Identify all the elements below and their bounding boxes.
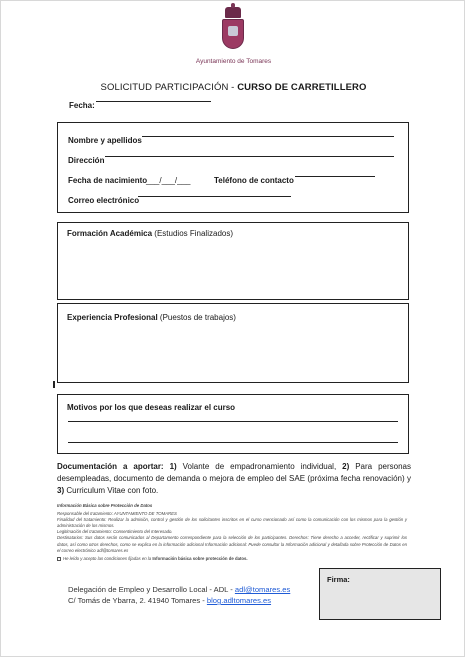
fecha-field[interactable] (96, 101, 211, 102)
direccion-label: Dirección (68, 156, 105, 165)
footer-line-1 (68, 584, 290, 595)
motivos-label: Motivos por los que deseas realizar el curso (67, 403, 236, 412)
fecha-label: Fecha: (69, 101, 95, 110)
direccion-field[interactable] (105, 156, 394, 157)
experiencia-box[interactable] (57, 303, 409, 383)
doc-item-3-text: Curriculum Vitae con foto. (64, 486, 159, 495)
telefono-field[interactable] (295, 176, 375, 177)
privacy-line: Destinatarios: Sus datos serán comunicados al Departamento correspondiente para la selección de los participantes. Derechos: Tiene derecho a acceder, rectificar y suprimir los datos, así como otros derechos, como se explica en la información adicional Información adicional: Puede consultar la Información adicional y detallada sobre Protección de Datos en el correo electrónico adl@tomares.es (57, 535, 407, 553)
documentation-paragraph (57, 461, 411, 497)
documentation-lead: Documentación a aportar: (57, 462, 170, 471)
experiencia-title: Experiencia Profesional (67, 313, 158, 322)
formacion-note: (Estudios Finalizados) (152, 229, 233, 238)
title-course: CURSO DE CARRETILLERO (237, 82, 367, 93)
signature-box[interactable] (319, 568, 441, 620)
crown-icon (225, 7, 241, 18)
consent-checkbox[interactable] (57, 557, 61, 561)
privacy-consent (57, 556, 407, 562)
nacimiento-label: Fecha de nacimiento (68, 176, 148, 185)
formacion-box[interactable] (57, 222, 409, 300)
formacion-title: Formación Académica (67, 229, 153, 238)
telefono-label: Teléfono de contacto (214, 176, 294, 185)
privacy-notice (57, 503, 407, 562)
doc-item-3-number: 3) (57, 486, 65, 495)
experiencia-note: (Puestos de trabajos) (157, 313, 236, 322)
nacimiento-field[interactable]: ___/___/___ (146, 176, 191, 185)
correo-label: Correo electrónico (68, 196, 140, 205)
doc-item-1-number: 1) (169, 462, 177, 471)
doc-item-1-text: Volante de empadronamiento individual, (176, 462, 343, 471)
text-cursor (53, 381, 55, 388)
municipal-crest-icon (219, 7, 247, 53)
organization-name: Ayuntamiento de Tomares (195, 58, 272, 65)
experiencia-label (67, 313, 236, 322)
formacion-label (67, 229, 233, 238)
correo-field[interactable] (138, 196, 291, 197)
footer-department: Delegación de Empleo y Desarrollo Local - ADL - (68, 585, 235, 594)
shield-icon (222, 19, 244, 49)
nombre-field[interactable] (142, 136, 394, 137)
nombre-label: Nombre y apellidos (68, 136, 142, 145)
footer-web-link[interactable]: blog.adltomares.es (206, 596, 272, 605)
document-title (1, 82, 465, 93)
privacy-title: Información Básica sobre Protección de Datos (57, 503, 153, 508)
privacy-line: Legitimación del tratamiento: Consentimiento del Interesado. (57, 529, 173, 535)
footer-contact (68, 584, 290, 606)
footer-line-2 (68, 595, 290, 606)
footer-address: C/ Tomás de Ybarra, 2. 41940 Tomares - (68, 596, 207, 605)
consent-link-text: Información básica sobre protección de datos. (152, 555, 248, 561)
title-normal: SOLICITUD PARTICIPACIÓN - (100, 82, 238, 93)
footer-email-link[interactable]: adl@tomares.es (234, 585, 291, 594)
doc-item-2-number: 2) (342, 462, 350, 471)
motivos-box (57, 394, 409, 454)
motivos-line-2[interactable] (68, 442, 398, 443)
privacy-line: Responsable del tratamiento: AYUNTAMIENTO DE TOMARES (57, 511, 177, 517)
consent-text: He leído y acepto las condiciones fijadas en la (63, 555, 153, 561)
signature-label: Firma: (327, 575, 350, 584)
motivos-line-1[interactable] (68, 421, 398, 422)
doc-item-2-text: Para personas desempleadas, documento de demanda o mejora de empleo del SAE (próxima fecha renovación) y (57, 462, 411, 483)
privacy-line: Finalidad del tratamiento: Realizar la admisión, control y gestión de los solicitantes inscritos en el curso mencionado así como la comunicación con los mismos para la gestión y administración de los mismos. (57, 517, 407, 529)
